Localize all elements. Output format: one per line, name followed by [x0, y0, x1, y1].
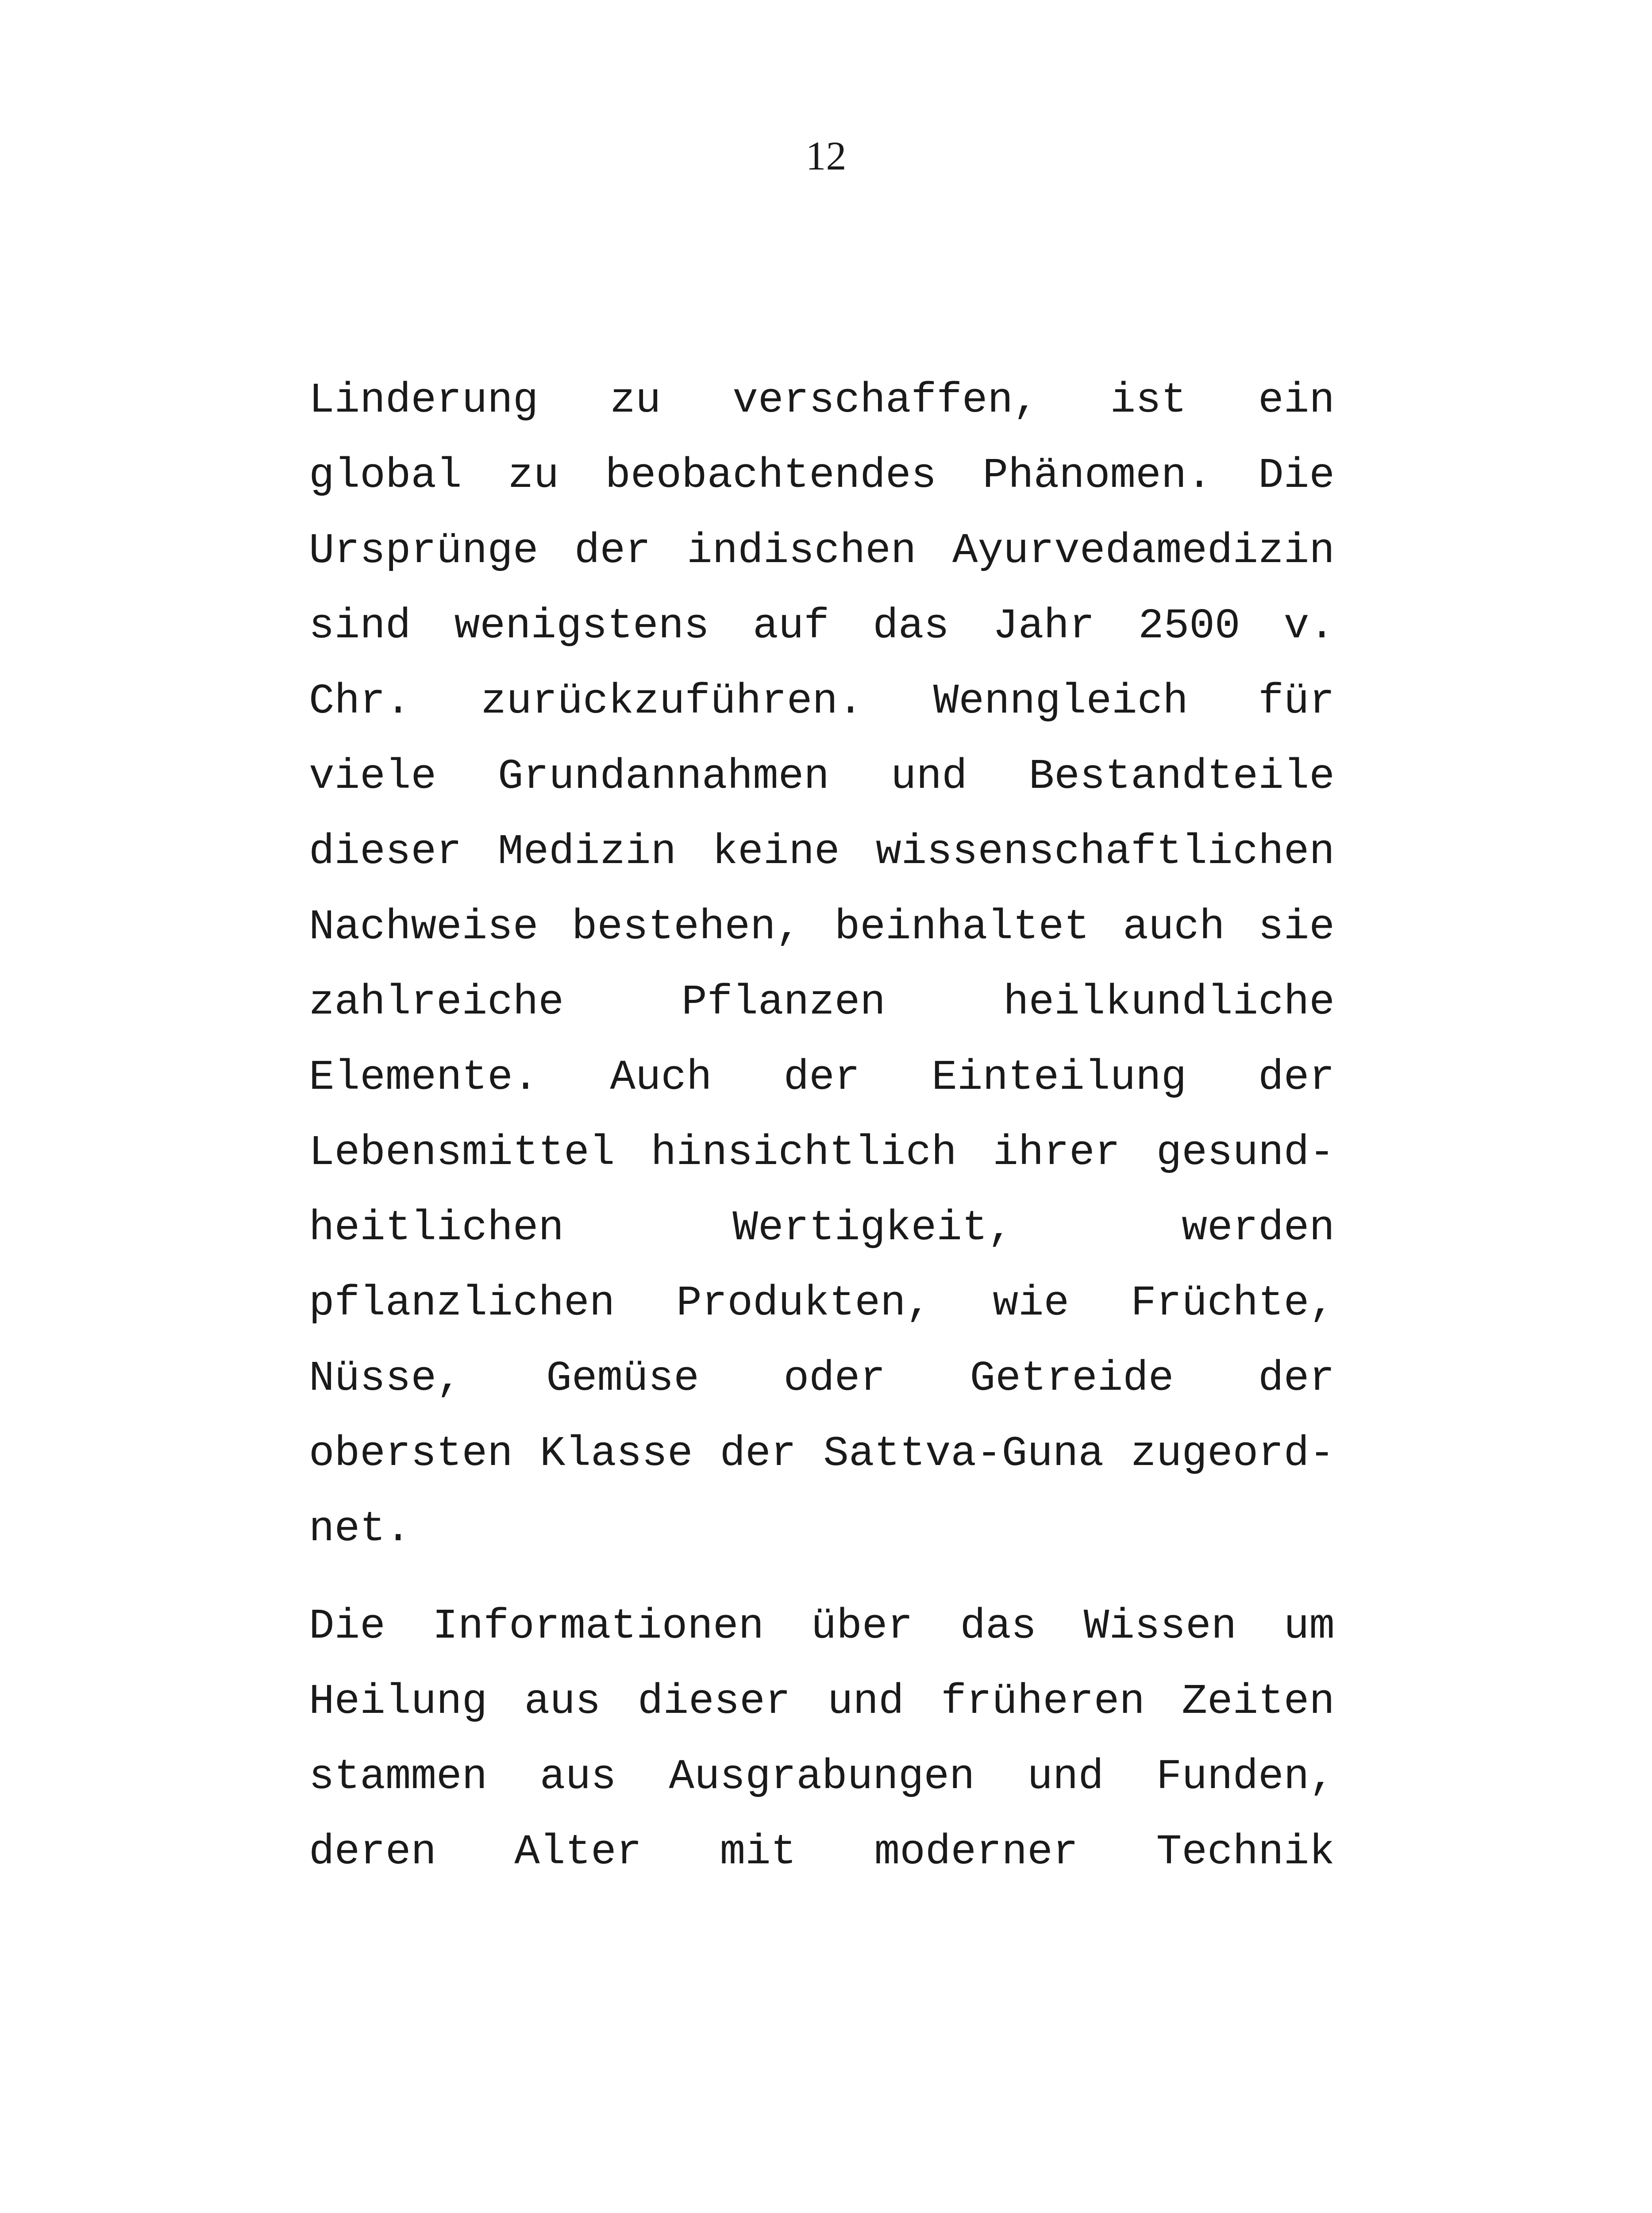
text-line	[309, 1266, 1335, 1341]
word: für	[1258, 677, 1335, 725]
word: Grundannahmen	[498, 752, 829, 801]
text-line	[309, 814, 1335, 890]
page-number: 12	[805, 133, 847, 178]
word: Klasse	[539, 1430, 693, 1478]
word: moderner	[874, 1828, 1078, 1876]
word: wie	[993, 1279, 1070, 1327]
word: heitlichen	[309, 1204, 564, 1252]
word: deren	[309, 1828, 437, 1876]
word: das	[873, 602, 950, 650]
word: Ayurvedamedizin	[952, 527, 1335, 575]
word: sie	[1258, 903, 1335, 951]
word: der	[574, 527, 651, 575]
word: aus	[539, 1753, 616, 1801]
text-line	[309, 589, 1335, 664]
word: keine	[712, 828, 840, 876]
word: stammen	[309, 1753, 488, 1801]
word: zu	[610, 376, 661, 424]
word: auch	[1123, 903, 1225, 951]
word: dieser	[309, 828, 462, 876]
word: hinsichtlich	[651, 1129, 957, 1177]
word: Funden,	[1156, 1753, 1335, 1801]
word: Alter	[514, 1828, 642, 1876]
word: Die	[309, 1602, 385, 1650]
word: der	[783, 1053, 860, 1102]
word: Ausgrabungen	[669, 1753, 975, 1801]
word: bestehen,	[571, 903, 801, 951]
text-line	[309, 1664, 1335, 1739]
text-line	[309, 1815, 1335, 1890]
word: verschaffen,	[732, 376, 1039, 424]
text-line	[309, 363, 1335, 438]
text-line	[309, 1492, 1335, 1567]
word: ein	[1258, 376, 1335, 424]
paragraph	[309, 1589, 1335, 1890]
word: früheren	[941, 1677, 1145, 1726]
word: über	[811, 1602, 913, 1650]
word: Wertigkeit,	[732, 1204, 1013, 1252]
word: Nüsse,	[309, 1354, 462, 1403]
word: zurückzuführen.	[481, 677, 863, 725]
word: zahlreiche	[309, 978, 564, 1026]
word: Auch	[610, 1053, 712, 1102]
word: Zeiten	[1182, 1677, 1335, 1726]
text-line	[309, 513, 1335, 589]
word: der	[1258, 1354, 1335, 1403]
word: gesund-	[1156, 1129, 1335, 1177]
word: und	[890, 752, 967, 801]
word: Die	[1258, 451, 1335, 500]
word: Einteilung	[932, 1053, 1187, 1102]
word: dieser	[637, 1677, 791, 1726]
word: Getreide	[970, 1354, 1174, 1403]
paragraph-gap	[309, 1567, 1335, 1589]
word: Jahr	[993, 602, 1095, 650]
word: beobachtendes	[605, 451, 937, 500]
word: Gemüse	[546, 1354, 699, 1403]
word: sind	[309, 602, 411, 650]
word: werden	[1182, 1204, 1335, 1252]
word: das	[960, 1602, 1037, 1650]
word: Medizin	[498, 828, 677, 876]
word: Phänomen.	[982, 451, 1212, 500]
text-line	[309, 438, 1335, 513]
word: Bestandteile	[1028, 752, 1335, 801]
word: viele	[309, 752, 437, 801]
text-line	[309, 1040, 1335, 1115]
word: aus	[524, 1677, 601, 1726]
word: zugeord-	[1131, 1430, 1335, 1478]
word: indischen	[687, 527, 916, 575]
word: Sattva-Guna	[823, 1430, 1104, 1478]
word: obersten	[309, 1430, 513, 1478]
word: net.	[309, 1505, 411, 1553]
word: Pflanzen	[682, 978, 886, 1026]
word: Informationen	[432, 1602, 764, 1650]
word: Heilung	[309, 1677, 488, 1726]
text-line	[309, 1589, 1335, 1664]
word: mit	[720, 1828, 797, 1876]
word: oder	[783, 1354, 886, 1403]
word: Lebensmittel	[309, 1129, 615, 1177]
word: wenigstens	[454, 602, 709, 650]
word: Wissen	[1083, 1602, 1237, 1650]
text-line	[309, 1416, 1335, 1492]
word: Früchte,	[1131, 1279, 1335, 1327]
paragraph	[309, 363, 1335, 1567]
word: und	[827, 1677, 904, 1726]
text-line	[309, 965, 1335, 1040]
text-line	[309, 890, 1335, 965]
text-line	[309, 1341, 1335, 1416]
word: wissenschaftlichen	[876, 828, 1335, 876]
word: zu	[508, 451, 559, 500]
word: Technik	[1156, 1828, 1335, 1876]
word: Ursprünge	[309, 527, 539, 575]
text-line	[309, 664, 1335, 739]
word: Chr.	[309, 677, 411, 725]
word: Produkten,	[676, 1279, 932, 1327]
word: Nachweise	[309, 903, 539, 951]
word: v.	[1283, 602, 1335, 650]
word: um	[1283, 1602, 1335, 1650]
word: und	[1027, 1753, 1104, 1801]
text-line	[309, 739, 1335, 814]
word: ihrer	[993, 1129, 1121, 1177]
word: beinhaltet	[834, 903, 1090, 951]
word: ist	[1110, 376, 1187, 424]
text-line	[309, 1191, 1335, 1266]
word: pflanzlichen	[309, 1279, 615, 1327]
word: Wenngleich	[933, 677, 1188, 725]
word: global	[309, 451, 462, 500]
word: der	[720, 1430, 797, 1478]
word: 2500	[1138, 602, 1240, 650]
word: auf	[753, 602, 829, 650]
word: der	[1258, 1053, 1335, 1102]
body-text	[309, 363, 1335, 1890]
word: Linderung	[309, 376, 539, 424]
text-line	[309, 1739, 1335, 1815]
text-line	[309, 1115, 1335, 1191]
word: heilkundliche	[1003, 978, 1335, 1026]
word: Elemente.	[309, 1053, 539, 1102]
